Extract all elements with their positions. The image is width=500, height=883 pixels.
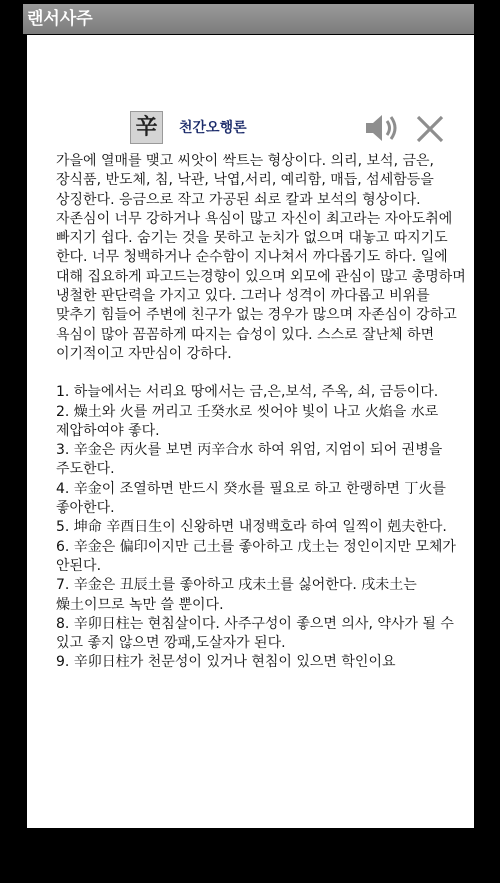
- list-item: 3. 辛金은 丙火를 보면 丙辛合水 하여 위엄, 지엄이 되어 권병을 주도한다.: [56, 442, 443, 478]
- list-item: 9. 辛卯日柱가 천문성이 있거나 현침이 있으면 학인이요: [56, 654, 396, 671]
- content-scroll-area[interactable]: [56, 152, 466, 673]
- app-title-bar: [23, 4, 474, 34]
- hanja-badge: 辛: [130, 111, 163, 144]
- speaker-icon[interactable]: [362, 111, 400, 145]
- dialog-panel: [27, 35, 474, 828]
- list-item: 8. 辛卯日柱는 현침살이다. 사주구성이 좋으면 의사, 약사가 될 수 있고 좋지 않으면 깡패,도살자가 된다.: [56, 615, 454, 652]
- list-item: 2. 燥土와 火를 꺼리고 壬癸水로 씻어야 빛이 나고 火焰을 水로 제압하여야 좋다.: [56, 403, 439, 439]
- dialog-title: 천간오행론: [179, 120, 247, 136]
- list-item: 6. 辛金은 偏印이지만 己土를 좋아하고 戊土는 정인이지만 모체가 안된다.: [56, 538, 456, 574]
- rules-list: [56, 383, 466, 672]
- paragraph-spacer: [56, 364, 466, 383]
- list-item: 5. 坤命 辛酉日生이 신왕하면 내정백호라 하여 일찍이 剋夫한다.: [56, 519, 447, 536]
- list-item: 1. 하늘에서는 서리요 땅에서는 금,은,보석, 주옥, 쇠, 금등이다.: [56, 384, 439, 401]
- navigation-bar-area: [0, 830, 500, 883]
- list-item: 4. 辛金이 조열하면 반드시 癸水를 필요로 하고 한랭하면 丁火를 좋아한다.: [56, 480, 446, 517]
- description-paragraph: 가을에 열매를 맺고 씨앗이 싹트는 형상이다. 의리, 보석, 금은, 장식품, 반도체, 침, 낙관, 낙엽,서리, 예리함, 매듭, 섬세함등을 상징한다. 응금으로 작고 가공된 쇠로 칼과 보석의 형상이다. 자존심이 너무 강하거나 욕심이 많고 자신이 최고라는 자아도취에 빠지기 쉽다. 숨기는 것을 못하고 눈치가 없으며 대놓고 따지기도 한다. 너무 청백하거나 순수함이 지나쳐서 까다롭기도 하다. 일에 대해 집요하게 파고드는경향이 있으며 외모에 관심이 많고 총명하며 냉철한 판단력을 가지고 있다. 그러나 성격이 까다롭고 비위를 맞추기 힘들어 주변에 친구가 없는 경우가 많으며 자존심이 강하고 욕심이 많아 꼼꼼하게 따지는 습성이 있다. 스스로 잘난체 하면 이기적이고 자만심이 강하다.: [56, 153, 466, 362]
- close-icon[interactable]: [415, 114, 445, 144]
- dialog-header: [27, 111, 474, 147]
- list-item: 7. 辛金은 丑辰土를 좋아하고 戌未土를 싫어한다. 戌未土는 燥土이므로 녹만 쓸 뿐이다.: [56, 577, 417, 613]
- app-title: 랜서사주: [27, 9, 93, 29]
